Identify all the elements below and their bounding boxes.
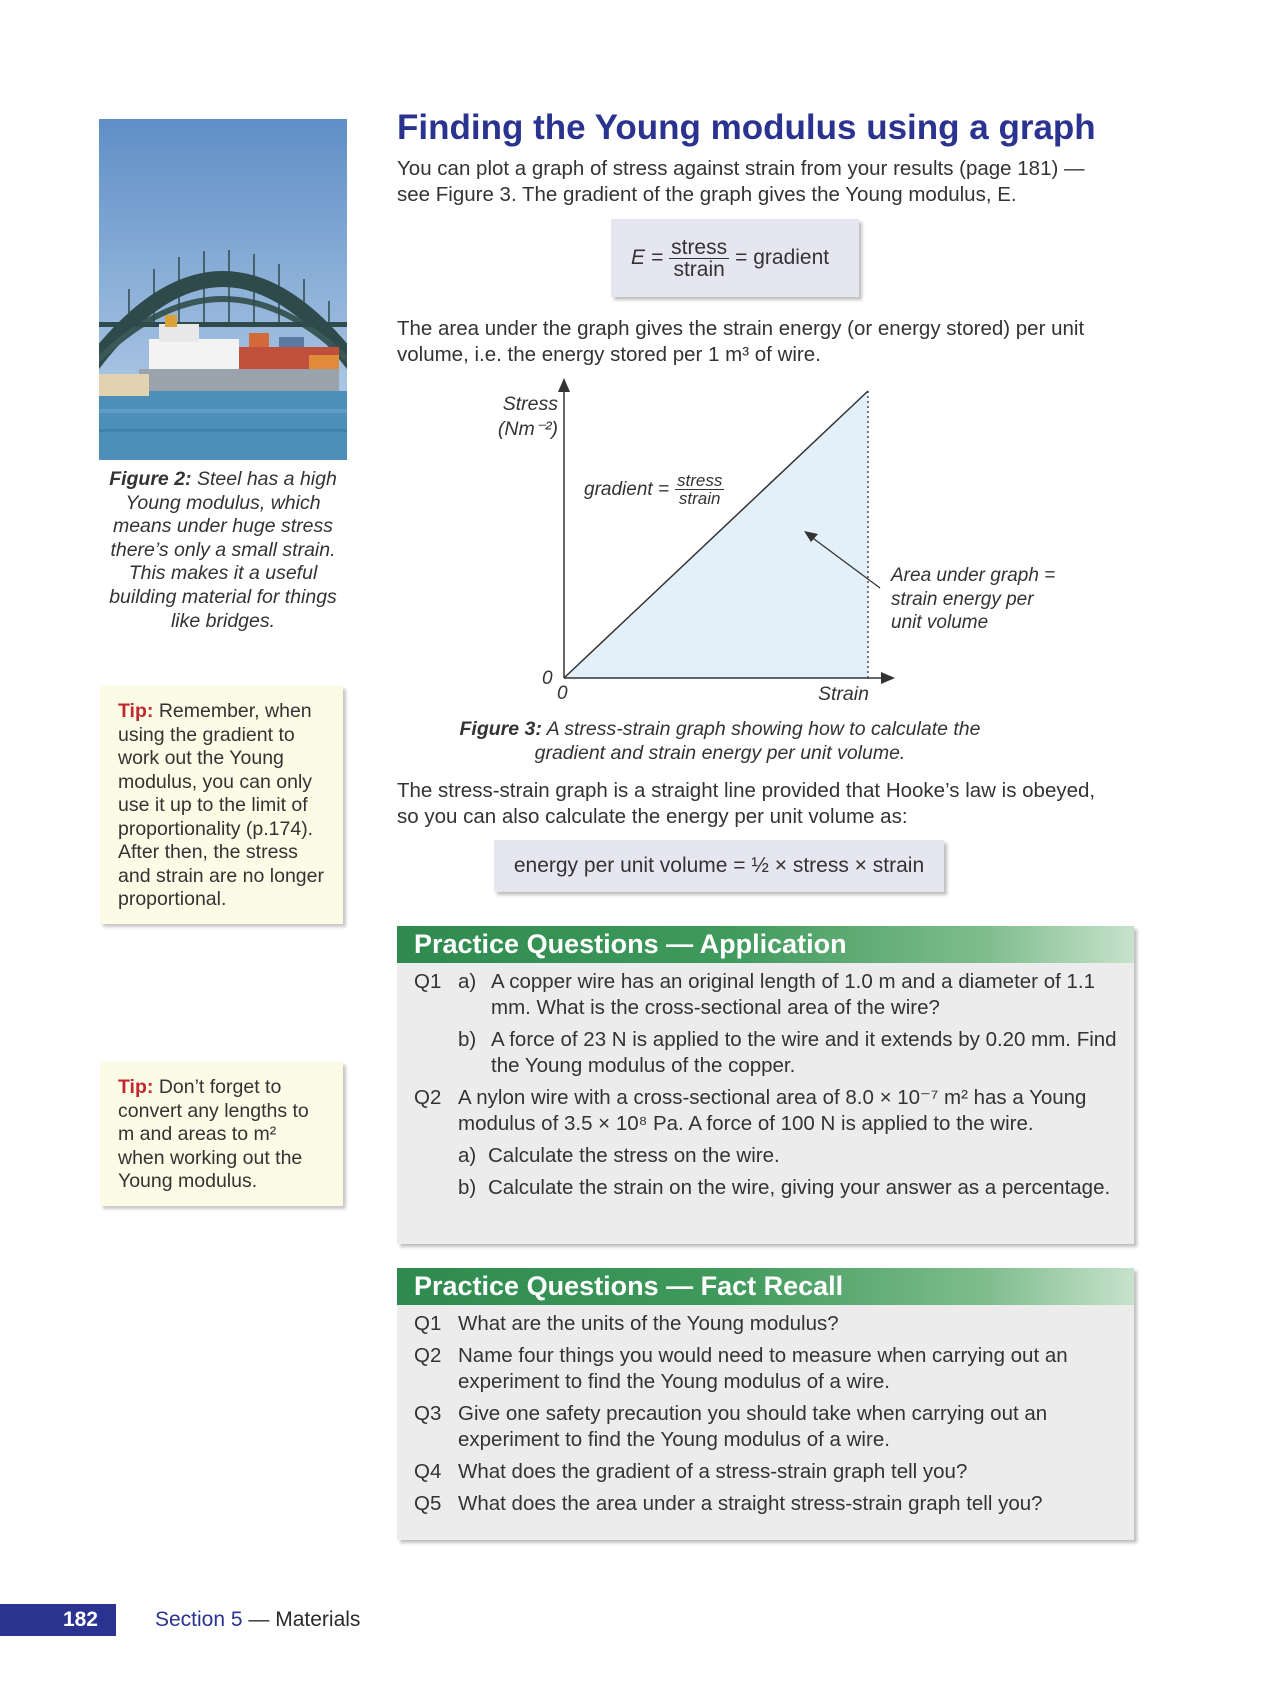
question-item — [414, 1491, 1120, 1517]
question-text: Calculate the strain on the wire, giving your answer as a percentage. — [488, 1176, 1111, 1199]
question-item — [414, 1401, 1120, 1453]
section-name: Section 5 — [155, 1608, 243, 1631]
question-text: Give one safety precaution you should take when carrying out an experiment to find the Young modulus of a wire. — [458, 1402, 1048, 1451]
question-number: Q1 — [414, 1312, 442, 1335]
figure-3-label: Figure 3: — [459, 718, 542, 740]
question-number: Q1 — [414, 970, 442, 993]
question-item — [414, 969, 1120, 1021]
section-footer — [155, 1604, 360, 1636]
question-sub-letter: b) — [458, 1176, 477, 1199]
area-paragraph: The area under the graph gives the strain energy (or energy stored) per unit volume, i.e. the energy stored per 1 m³ of wire. — [397, 317, 1085, 366]
question-sub-letter: a) — [458, 970, 477, 993]
tip-text: Remember, when using the gradient to work out the Young modulus, you can only use it up to the limit of proportionality (p.174). After then, the stress and strain are no longer proportional. — [118, 700, 324, 910]
question-item — [414, 1143, 1120, 1169]
x-axis-label: Strain — [818, 683, 869, 705]
question-item — [414, 1027, 1120, 1079]
question-item — [414, 1311, 1120, 1337]
figure-2-text: Steel has a high Young modulus, which means under huge stress there’s only a small strain. This makes it a useful building material for things like bridges. — [109, 468, 337, 632]
gradient-label: gradient = — [584, 478, 670, 500]
question-number: Q2 — [414, 1086, 442, 1109]
figure-2-label: Figure 2: — [109, 468, 192, 490]
tip-box-1 — [100, 686, 343, 924]
page-title: Finding the Young modulus using a graph — [397, 108, 1096, 147]
bridge-photo — [99, 119, 347, 460]
gradient-numerator: stress — [677, 471, 723, 490]
question-text: Name four things you would need to measure when carrying out an experiment to find the Young modulus of a wire. — [458, 1344, 1068, 1393]
origin-x-label: 0 — [557, 683, 568, 704]
question-text: What does the area under a straight stress-strain graph tell you? — [458, 1492, 1043, 1515]
question-text: A copper wire has an original length of 1.0 m and a diameter of 1.1 mm. What is the cross-sectional area of the wire? — [491, 970, 1095, 1019]
gradient-fraction — [675, 472, 724, 507]
gradient-annotation — [584, 472, 724, 507]
pq-fact-title: Practice Questions — Fact Recall — [397, 1268, 1134, 1305]
hooke-paragraph: The stress-strain graph is a straight line provided that Hooke’s law is obeyed, so you can also calculate the energy per unit volume as: — [397, 779, 1096, 828]
gradient-denominator: strain — [678, 489, 721, 508]
figure-2-caption — [103, 468, 343, 633]
intro-paragraph: You can plot a graph of stress against strain from your results (page 181) — see Figure 3. The gradient of the graph gives the Young modulus, E. — [397, 157, 1085, 206]
practice-questions-application — [397, 926, 1134, 1244]
area-label-line-2: strain energy per — [891, 588, 1034, 610]
y-axis-label: Stress — [502, 393, 558, 415]
question-sub-letter: b) — [458, 1028, 477, 1051]
energy-equation-text: energy per unit volume = ½ × stress × strain — [513, 854, 925, 877]
tip-label: Tip: — [118, 700, 154, 722]
question-item — [414, 1343, 1120, 1395]
origin-y-label: 0 — [542, 668, 553, 689]
tip-box-2 — [100, 1062, 343, 1206]
question-text: What does the gradient of a stress-strain graph tell you? — [458, 1460, 968, 1483]
section-title: — Materials — [242, 1608, 361, 1631]
figure-3-text: A stress-strain graph showing how to calculate the gradient and strain energy per unit volume. — [534, 718, 981, 764]
question-text: Calculate the stress on the wire. — [488, 1144, 780, 1167]
area-label-line-1: Area under graph = — [891, 565, 1056, 586]
question-item — [414, 1175, 1120, 1201]
stress-strain-graph — [480, 376, 1080, 712]
area-annotation — [891, 564, 1055, 635]
practice-questions-fact-recall — [397, 1268, 1134, 1540]
tip-label: Tip: — [118, 1076, 154, 1098]
question-text: What are the units of the Young modulus? — [458, 1312, 839, 1335]
page-number: 182 — [0, 1604, 116, 1636]
question-number: Q4 — [414, 1460, 442, 1483]
question-number: Q2 — [414, 1344, 442, 1367]
pq-application-title: Practice Questions — Application — [397, 926, 1134, 963]
question-item — [414, 1085, 1120, 1137]
eq-denominator: strain — [673, 257, 725, 281]
eq-numerator: stress — [671, 235, 728, 259]
x-axis-arrow — [881, 672, 895, 684]
question-item — [414, 1459, 1120, 1485]
question-text: A force of 23 N is applied to the wire and it extends by 0.20 mm. Find the Young modulus of the copper. — [491, 1028, 1117, 1077]
eq-fraction — [669, 237, 729, 280]
figure-3-caption — [440, 718, 1000, 765]
y-axis-unit: (Nm⁻²) — [497, 418, 558, 440]
young-modulus-equation — [611, 219, 859, 297]
eq-lhs: E = — [631, 246, 664, 269]
question-text: A nylon wire with a cross-sectional area of 8.0 × 10⁻⁷ m² has a Young modulus of 3.5 × 10⁸ Pa. A force of 100 N is applied to the wire. — [458, 1086, 1087, 1135]
energy-equation — [494, 840, 944, 892]
question-number: Q3 — [414, 1402, 442, 1425]
eq-rhs: = gradient — [735, 246, 830, 269]
y-axis-arrow — [558, 378, 570, 392]
tip-text: Don’t forget to convert any lengths to m and areas to m² when working out the Young modulus. — [118, 1076, 309, 1192]
question-number: Q5 — [414, 1492, 442, 1515]
question-sub-letter: a) — [458, 1144, 477, 1167]
area-label-line-3: unit volume — [891, 612, 989, 633]
